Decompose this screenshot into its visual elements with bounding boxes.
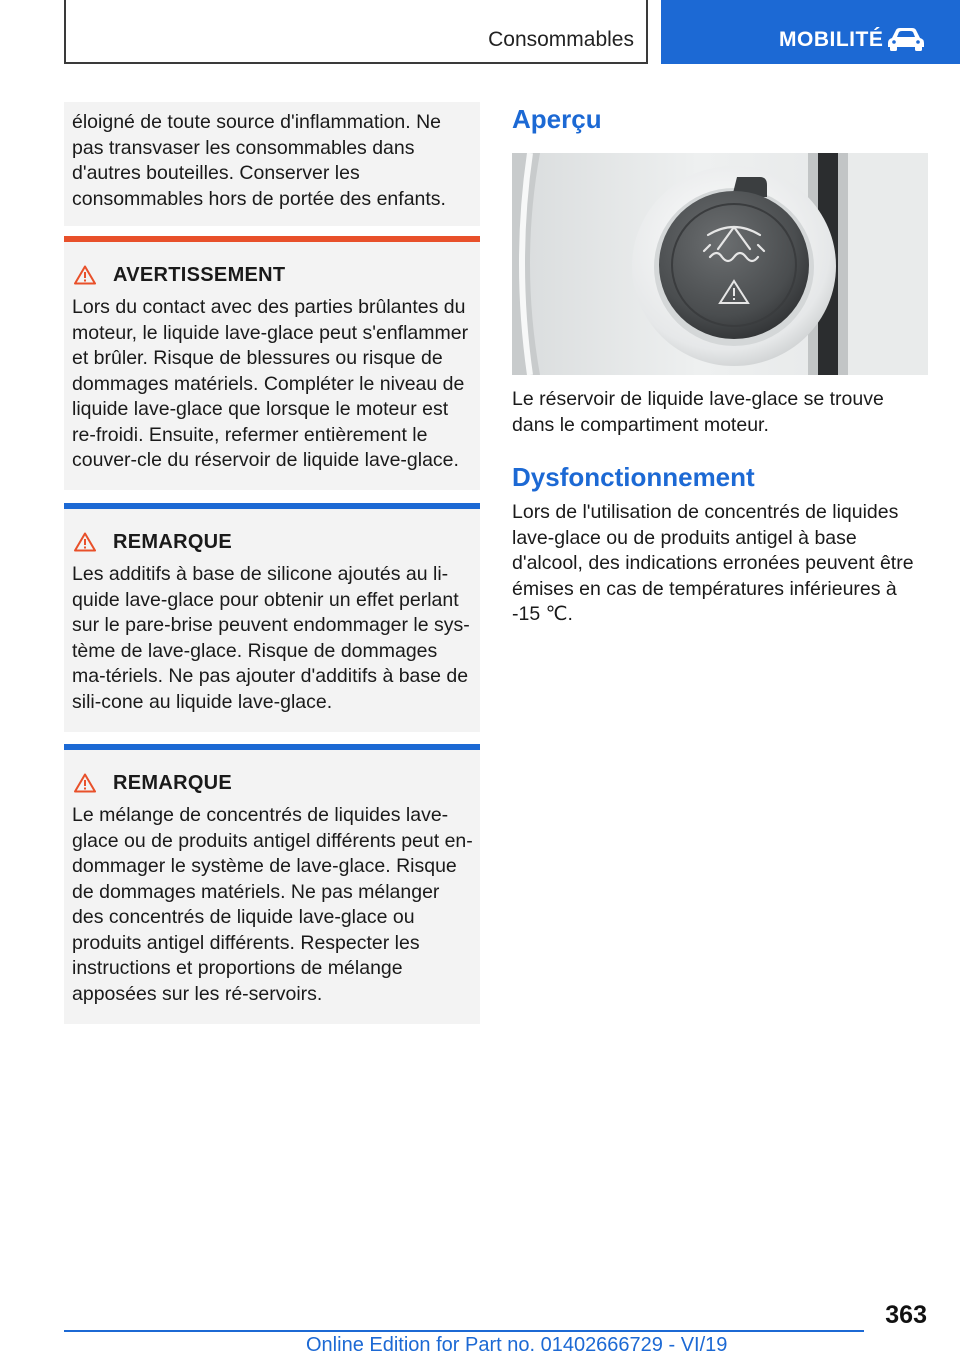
malfunction-text: Lors de l'utilisation de concentrés de liquides lave-glace ou de produits antigel à base d'alcool, des indications erronées peuvent être émises en cas de températures inférieures à -15 ℃.: [512, 501, 914, 625]
warning-triangle-icon: [74, 532, 96, 552]
overview-heading: Aperçu: [512, 104, 602, 134]
note-title-row-1: [72, 529, 473, 555]
header-chapter-tab[interactable]: [661, 0, 960, 64]
warning-title: AVERTISSEMENT: [113, 263, 286, 286]
warning-triangle-icon: [74, 265, 96, 285]
header-section-title: Consommables: [488, 28, 634, 51]
warning-text: Lors du contact avec des parties brûlantes du moteur, le liquide lave-glace peut s'enflammer et brûler. Risque de blessures ou risque de dommages matériels. Compléter le niveau de liquide lave-glace que lorsque le moteur est re-froidi. Ensuite, refermer entièrement le couver-cle du réservoir de liquide lave-glace.: [72, 296, 469, 471]
intro-text: éloigné de toute source d'inflammation. Ne pas transvaser les consommables dans d'autres bouteilles. Conserver les consommables hors de portée des enfants.: [72, 111, 446, 210]
car-icon: [886, 26, 926, 52]
note-text-2: Le mélange de concentrés de liquides lave-glace ou de produits antigel différents peut en-dommager le système de lave-glace. Risque de dommages matériels. Ne pas mélanger des concentrés de liquide lave-glace ou produits antigel différents. Respecter les instructions et proportions de mélange apposées sur les ré-servoirs.: [72, 804, 473, 1005]
malfunction-heading: Dysfonctionnement: [512, 462, 755, 492]
intro-box: [64, 102, 480, 226]
header-chapter-title: MOBILITÉ: [779, 28, 884, 51]
warning-title-row: [72, 262, 473, 288]
warning-box: [64, 236, 480, 490]
note-title-2: REMARQUE: [113, 771, 233, 794]
overview-text: Le réservoir de liquide lave-glace se trouve dans le compartiment moteur.: [512, 388, 884, 436]
header-section-box: [64, 0, 648, 64]
footer-edition-text: Online Edition for Part no. 01402666729 - VI/19: [306, 1334, 728, 1356]
washer-reservoir-cap-photo: [512, 153, 928, 375]
page-number: 363: [885, 1301, 927, 1329]
left-column: [64, 102, 480, 1005]
right-column: [512, 102, 928, 628]
warning-triangle-icon: [74, 773, 96, 793]
footer-divider: [64, 1330, 864, 1332]
note-box-2: [64, 744, 480, 1024]
note-title-row-2: [72, 770, 473, 796]
note-title-1: REMARQUE: [113, 530, 233, 553]
note-text-1: Les additifs à base de silicone ajoutés au li-quide lave-glace pour obtenir un effet perlant sur le pare-brise peuvent endommager le sys-tème de lave-glace. Risque de dommages ma-tériels. Ne pas ajouter d'additifs à base de sili-cone au liquide lave-glace.: [72, 563, 470, 713]
note-box-1: [64, 503, 480, 732]
